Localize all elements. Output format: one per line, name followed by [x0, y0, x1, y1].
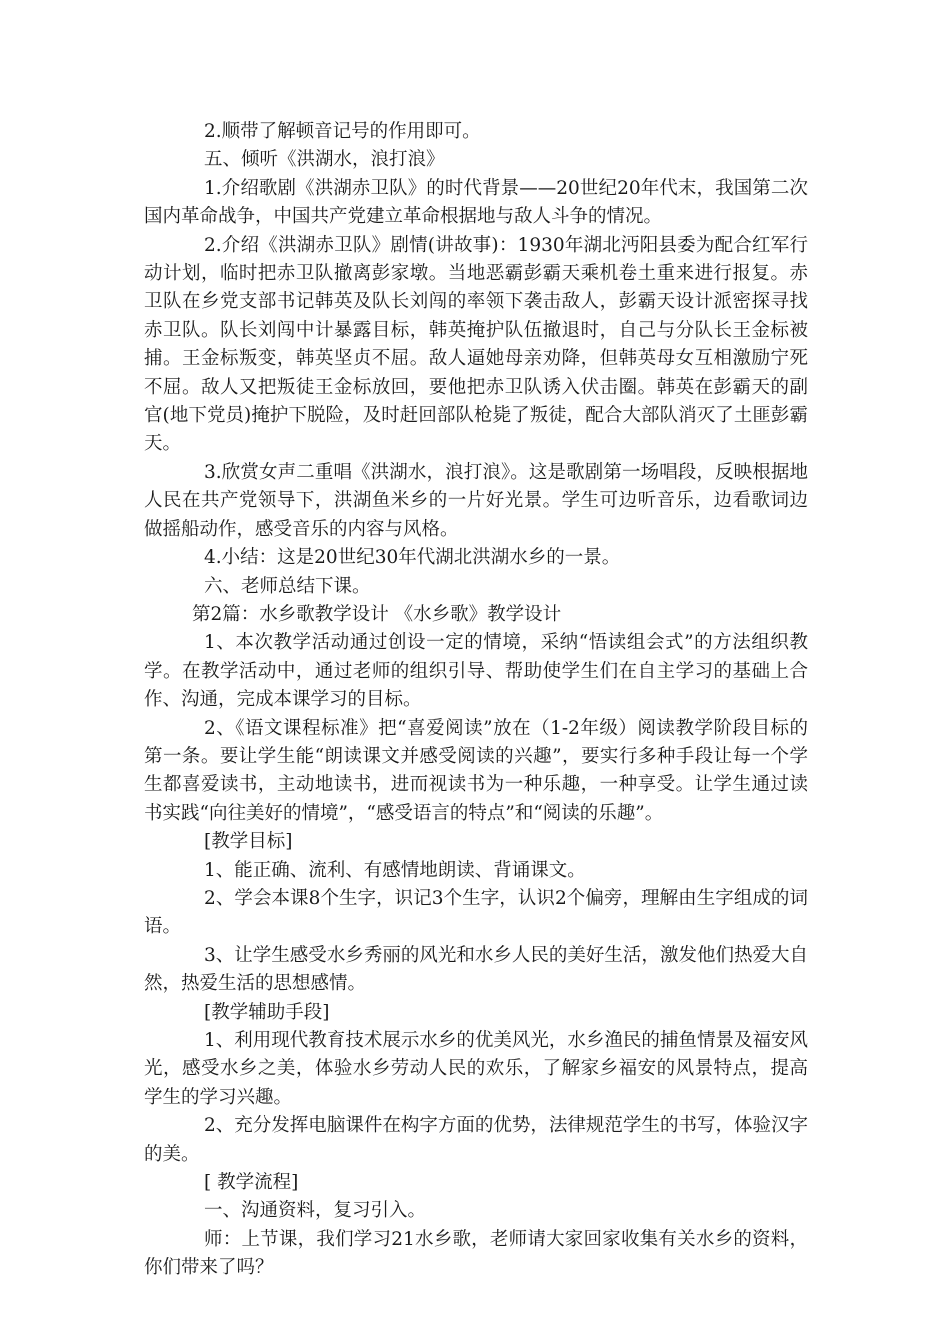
article-title: 第2篇：水乡歌教学设计 《水乡歌》教学设计 — [192, 603, 562, 625]
paragraph: 2.介绍《洪湖赤卫队》剧情(讲故事)：1930年湖北沔阳县委为配合红军行动计划，临时把赤卫队撤离彭家墩。当地恶霸彭霸天乘机卷土重来进行报复。赤卫队在乡党支部书记韩英及队长刘闯的率领下袭击敌人，彭霸天设计派密探寻找赤卫队。队长刘闯中计暴露目标，韩英掩护队伍撤退时，自己与分队长王金标被捕。王金标叛变，韩英坚贞不屈。敌人逼她母亲劝降，但韩英母女互相激励宁死不屈。敌人又把叛徒王金标放回，要他把赤卫队诱入伏击圈。韩英在彭霸天的副官(地下党员)掩护下脱险，及时赶回部队枪毙了叛徒，配合大部队消灭了土匪彭霸天。 — [144, 234, 808, 455]
paragraph: 1、利用现代教育技术展示水乡的优美风光，水乡渔民的捕鱼情景及福安风光，感受水乡之美，体验水乡劳动人民的欢乐，了解家乡福安的风景特点，提高学生的学习兴趣。 — [144, 1030, 808, 1108]
section-heading: 五、倾听《洪湖水，浪打浪》 — [204, 149, 445, 171]
paragraph: 4.小结：这是20世纪30年代湖北洪湖水乡的一景。 — [204, 547, 621, 569]
paragraph: 2、《语文课程标准》把“喜爱阅读”放在（1-2年级）阅读教学阶段目标的第一条。要让学生能“朗读课文并感受阅读的兴趣”，要实行多种手段让每一个学生都喜爱读书，主动地读书，进而视读书为一种乐趣，一种享受。让学生通过读书实践“向往美好的情境”，“感受语言的特点”和“阅读的乐趣”。 — [144, 717, 808, 824]
paragraph: 2.顺带了解顿音记号的作用即可。 — [204, 121, 481, 142]
paragraph: 师：上节课，我们学习21水乡歌，老师请大家回家收集有关水乡的资料，你们带来了吗？ — [144, 1228, 808, 1279]
paragraph: 3、让学生感受水乡秀丽的风光和水乡人民的美好生活，激发他们热爱大自然，热爱生活的思想感情。 — [144, 944, 808, 995]
section-heading: [教学辅助手段] — [204, 1001, 330, 1023]
paragraph: 1、本次教学活动通过创设一定的情境，采纳“悟读组会式”的方法组织教学。在教学活动中，通过老师的组织引导、帮助使学生们在自主学习的基础上合作、沟通，完成本课学习的目标。 — [144, 632, 808, 711]
paragraph: 1.介绍歌剧《洪湖赤卫队》的时代背景——20世纪20年代末，我国第二次国内革命战争，中国共产党建立革命根据地与敌人斗争的情况。 — [144, 177, 808, 228]
paragraph: 3.欣赏女声二重唱《洪湖水，浪打浪》。这是歌剧第一场唱段，反映根据地人民在共产党领导下，洪湖鱼米乡的一片好光景。学生可边听音乐，边看歌词边做摇船动作，感受音乐的内容与风格。 — [144, 461, 808, 540]
paragraph: 1、能正确、流利、有感情地朗读、背诵课文。 — [204, 859, 586, 881]
section-heading: 一、沟通资料，复习引入。 — [204, 1200, 427, 1222]
document-body — [144, 118, 808, 1283]
section-heading: [ 教学流程] — [204, 1172, 299, 1194]
section-heading: 六、老师总结下课。 — [204, 575, 371, 597]
paragraph: 2、充分发挥电脑课件在构字方面的优势，法律规范学生的书写，体验汉字的美。 — [144, 1115, 808, 1165]
paragraph: 2、学会本课8个生字，识记3个生字，认识2个偏旁，理解由生字组成的词语。 — [144, 887, 808, 938]
section-heading: [教学目标] — [204, 831, 293, 853]
